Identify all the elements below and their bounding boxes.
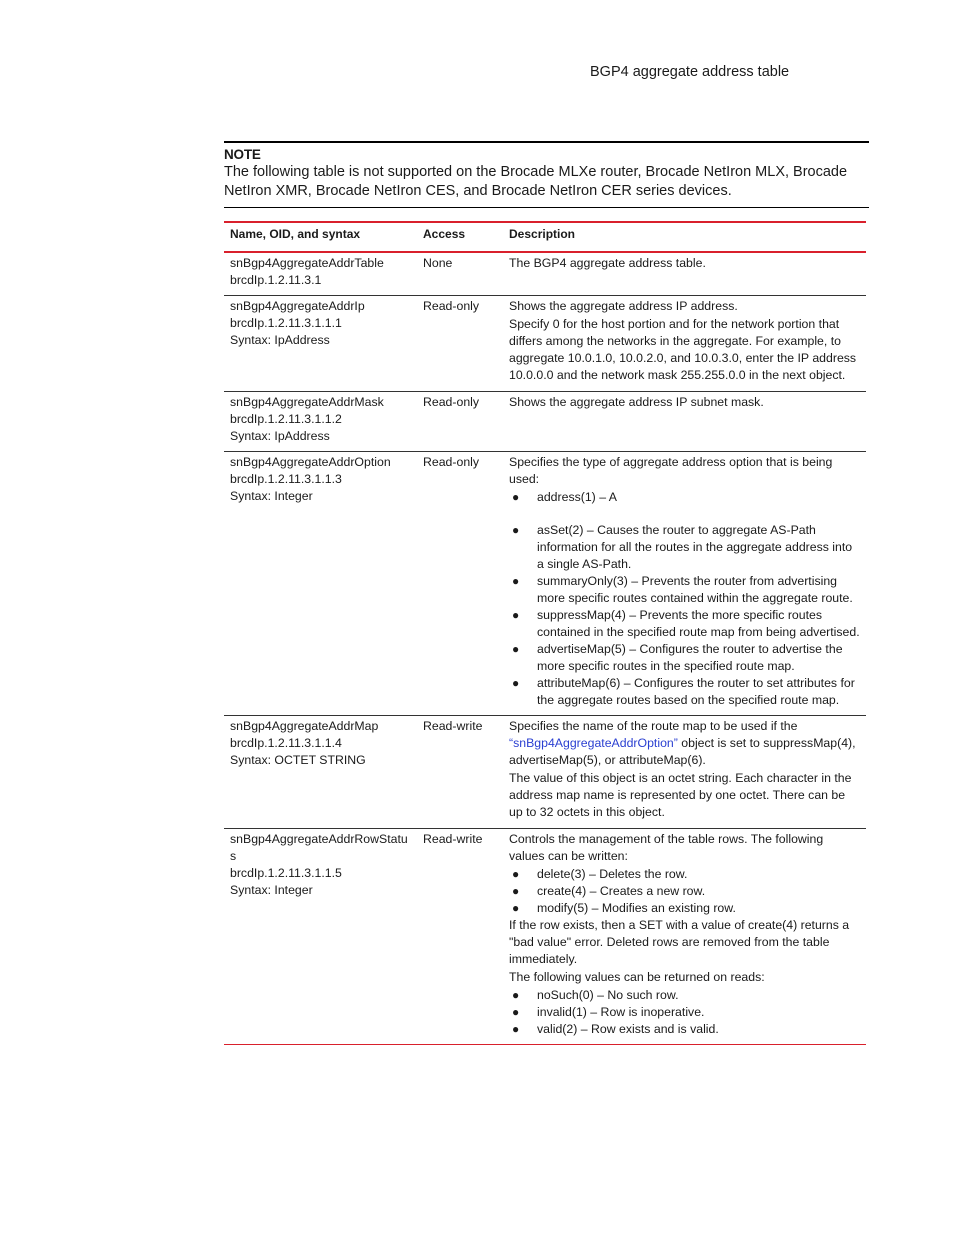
list-item: ● asSet(2) – Causes the router to aggregate AS-Path information for all the routes in the aggregate address into a single AS-Path. xyxy=(512,523,853,571)
description-text: If the row exists, then a SET with a value of create(4) returns a "bad value" error. Deleted rows are removed from the table immediately. xyxy=(509,918,850,966)
bullet-list xyxy=(509,987,860,1038)
access-cell: Read-write xyxy=(417,716,503,829)
object-oid: brcdIp.1.2.11.3.1 xyxy=(230,273,322,287)
object-syntax: Syntax: Integer xyxy=(230,883,313,897)
description-cell xyxy=(503,296,866,392)
name-cell xyxy=(224,829,417,1045)
object-syntax: Syntax: IpAddress xyxy=(230,429,330,443)
list-item: ● modify(5) – Modifies an existing row. xyxy=(512,901,736,915)
header-access: Access xyxy=(417,222,503,252)
description-cell xyxy=(503,392,866,452)
list-item: ● create(4) – Creates a new row. xyxy=(512,884,706,898)
description-cell xyxy=(503,829,866,1045)
object-oid: brcdIp.1.2.11.3.1.1.3 xyxy=(230,472,342,486)
bullet-icon: ● xyxy=(512,1005,520,1019)
table-header-row xyxy=(224,222,866,252)
access-cell: Read-only xyxy=(417,392,503,452)
object-name: snBgp4AggregateAddrMap xyxy=(230,719,379,733)
description-cell xyxy=(503,452,866,716)
list-item: ● address(1) – A xyxy=(512,490,617,504)
note-text: The following table is not supported on the Brocade MLXe router, Brocade NetIron MLX, Brocade NetIron XMR, Brocade NetIron CES, and Brocade NetIron CER series devices. xyxy=(224,164,848,199)
list-item: ● summaryOnly(3) – Prevents the router from advertising more specific routes contained within the aggregate route. xyxy=(512,574,853,605)
description-cell xyxy=(503,252,866,296)
object-syntax: Syntax: IpAddress xyxy=(230,333,330,347)
object-name: snBgp4AggregateAddrOption xyxy=(230,455,391,469)
object-syntax: Syntax: Integer xyxy=(230,489,313,503)
name-cell xyxy=(224,716,417,829)
description-text: Specify 0 for the host portion and for the network portion that differs among the networks in the aggregate. For example, to aggregate 10.0.1.0, 10.0.2.0, and 10.0.3.0, enter the IP address 10.0.0.0 and the network mask 255.255.0.0 in the next object. xyxy=(509,317,857,382)
bullet-icon: ● xyxy=(512,1022,520,1036)
bullet-icon: ● xyxy=(512,608,520,622)
object-name: snBgp4AggregateAddrMask xyxy=(230,395,384,409)
description-text: Controls the management of the table rows. The following values can be written: xyxy=(509,832,824,863)
description-text: The value of this object is an octet string. Each character in the address map name is represented by one octet. There can be up to 32 octets in this object. xyxy=(509,771,852,819)
object-name: snBgp4AggregateAddrRowStatu xyxy=(230,832,408,846)
bullet-list xyxy=(509,866,860,917)
bullet-icon: ● xyxy=(512,523,520,537)
header-description: Description xyxy=(503,222,866,252)
list-item: ● invalid(1) – Row is inoperative. xyxy=(512,1005,705,1019)
list-item: ● advertiseMap(5) – Configures the router to advertise the more specific routes in the specified route map. xyxy=(512,642,843,673)
description-cell xyxy=(503,716,866,829)
bullet-icon: ● xyxy=(512,676,520,690)
access-cell: Read-only xyxy=(417,296,503,392)
list-item: ● attributeMap(6) – Configures the router to set attributes for the aggregate routes based on the specified route map. xyxy=(512,676,855,707)
table-row xyxy=(224,252,866,296)
access-cell: None xyxy=(417,252,503,296)
bullet-icon: ● xyxy=(512,901,520,915)
table-row xyxy=(224,392,866,452)
name-cell xyxy=(224,452,417,716)
list-item: ● valid(2) – Row exists and is valid. xyxy=(512,1022,719,1036)
description-text: Shows the aggregate address IP address. xyxy=(509,299,738,313)
note-label: NOTE xyxy=(224,147,261,162)
bullet-icon: ● xyxy=(512,867,520,881)
object-name: snBgp4AggregateAddrTable xyxy=(230,256,384,270)
bullet-icon: ● xyxy=(512,574,520,588)
note-block xyxy=(224,141,869,208)
object-syntax: Syntax: OCTET STRING xyxy=(230,753,366,767)
table-row xyxy=(224,829,866,1045)
name-cell xyxy=(224,296,417,392)
bullet-icon: ● xyxy=(512,884,520,898)
table-row xyxy=(224,452,866,716)
table-row xyxy=(224,716,866,829)
description-text: Specifies the type of aggregate address option that is being used: xyxy=(509,455,833,486)
list-item: ● suppressMap(4) – Prevents the more specific routes contained in the specified route map from being advertised. xyxy=(512,608,860,639)
list-item: ● delete(3) – Deletes the row. xyxy=(512,867,688,881)
table-row xyxy=(224,296,866,392)
bgp4-aggregate-address-table xyxy=(224,221,866,1045)
object-name-continued: s xyxy=(230,849,237,863)
description-text: Shows the aggregate address IP subnet mask. xyxy=(509,395,764,409)
object-oid: brcdIp.1.2.11.3.1.1.5 xyxy=(230,866,342,880)
cross-reference-link[interactable]: “snBgp4AggregateAddrOption” xyxy=(509,736,678,750)
object-oid: brcdIp.1.2.11.3.1.1.1 xyxy=(230,316,342,330)
bullet-icon: ● xyxy=(512,490,520,504)
description-text: The following values can be returned on reads: xyxy=(509,970,765,984)
description-text: Specifies the name of the route map to be used if the “snBgp4AggregateAddrOption” object is set to suppressMap(4), advertiseMap(5), or attributeMap(6). xyxy=(509,719,856,767)
bullet-icon: ● xyxy=(512,988,520,1002)
name-cell xyxy=(224,392,417,452)
list-item: ● noSuch(0) – No such row. xyxy=(512,988,679,1002)
object-oid: brcdIp.1.2.11.3.1.1.2 xyxy=(230,412,342,426)
bullet-icon: ● xyxy=(512,642,520,656)
description-text: The BGP4 aggregate address table. xyxy=(509,256,706,270)
object-oid: brcdIp.1.2.11.3.1.1.4 xyxy=(230,736,342,750)
object-name: snBgp4AggregateAddrIp xyxy=(230,299,365,313)
header-name: Name, OID, and syntax xyxy=(224,222,417,252)
name-cell xyxy=(224,252,417,296)
running-header: BGP4 aggregate address table xyxy=(590,64,790,80)
bullet-list xyxy=(509,489,860,709)
access-cell: Read-write xyxy=(417,829,503,1045)
access-cell: Read-only xyxy=(417,452,503,716)
